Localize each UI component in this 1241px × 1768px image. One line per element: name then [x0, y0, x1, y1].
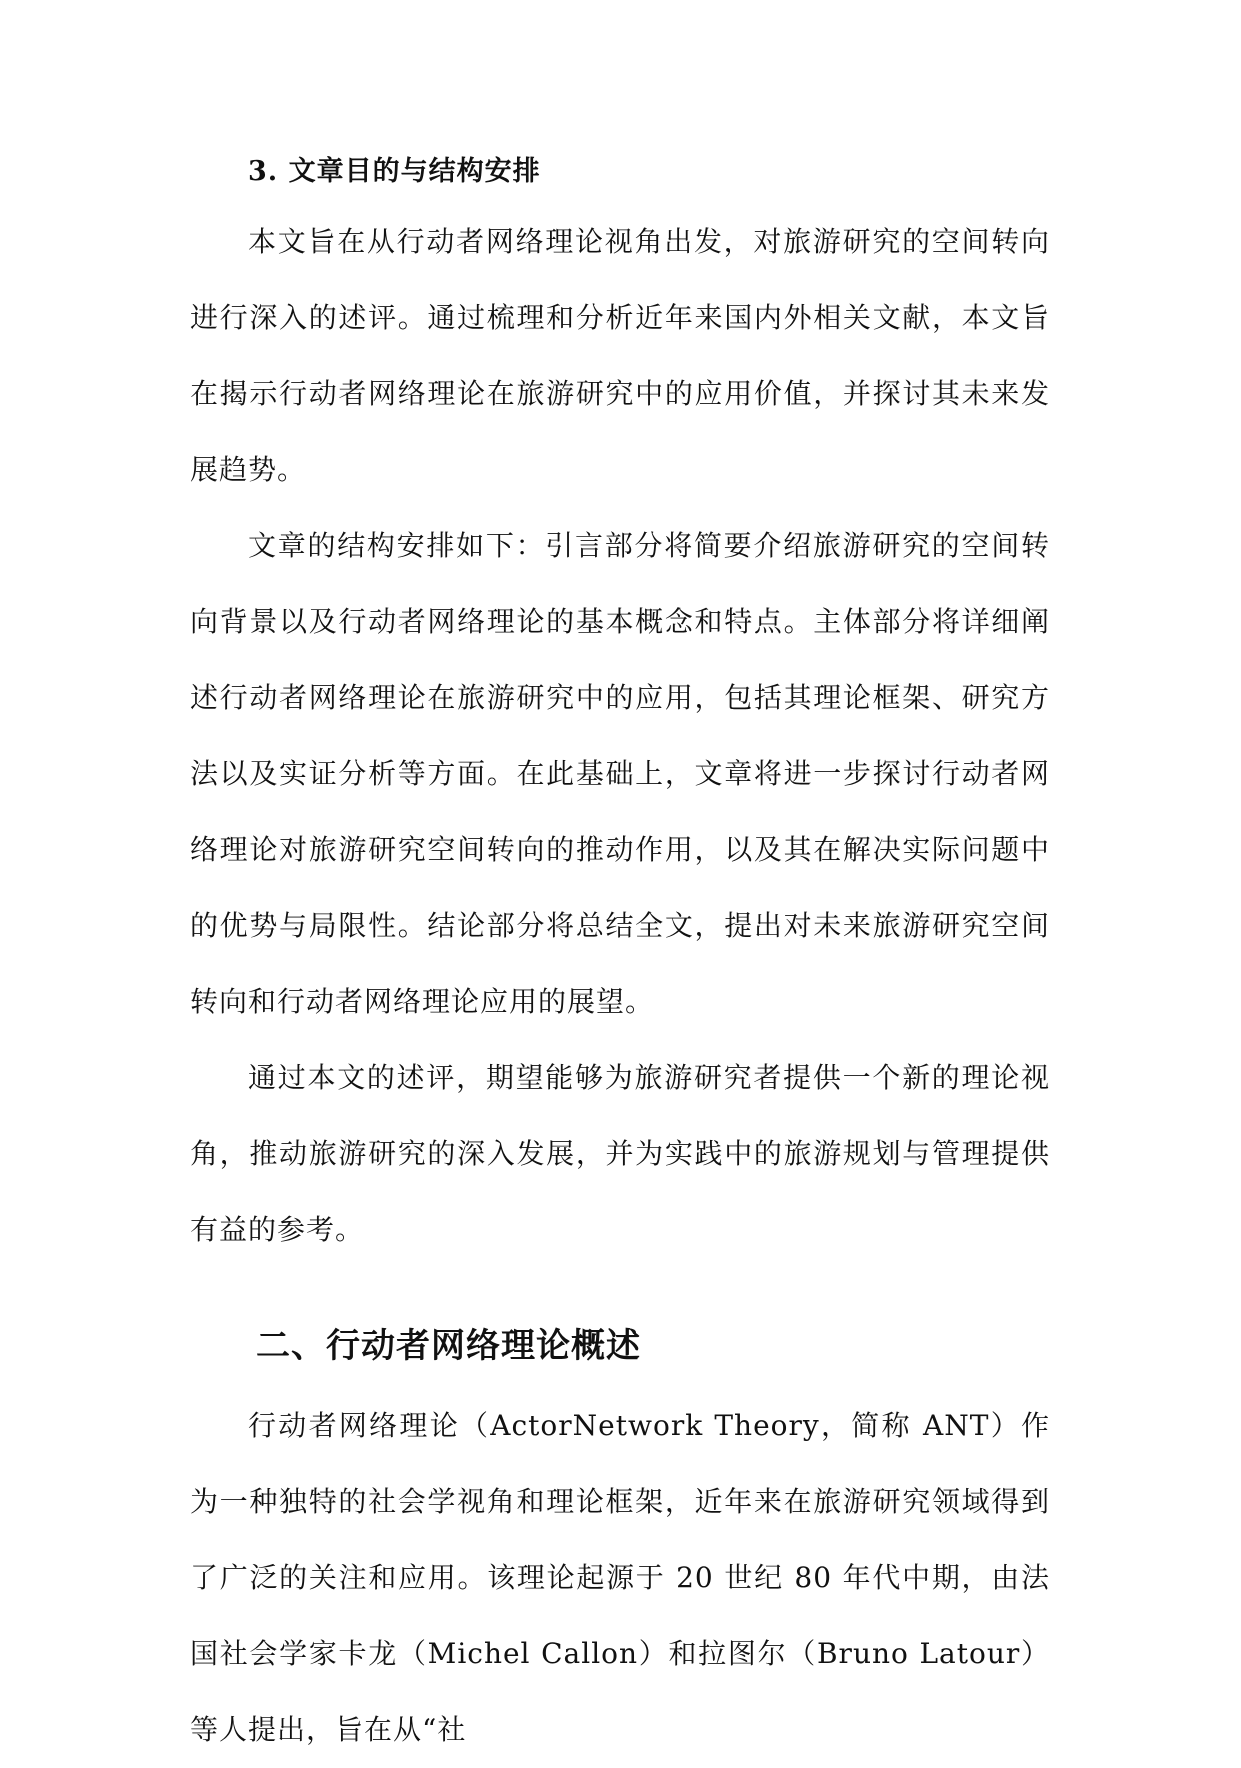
- paragraph-structure: 文章的结构安排如下：引言部分将简要介绍旅游研究的空间转向背景以及行动者网络理论的基本概念和特点。主体部分将详细阐述行动者网络理论在旅游研究中的应用，包括其理论框架、研究方法以及实证分析等方面。在此基础上，文章将进一步探讨行动者网络理论对旅游研究空间转向的推动作用，以及其在解决实际问题中的优势与局限性。结论部分将总结全文，提出对未来旅游研究空间转向和行动者网络理论应用的展望。: [190, 529, 1050, 1018]
- page-content: [190, 140, 1050, 1768]
- section-block: [190, 1310, 1050, 1768]
- subsection-title: 文章目的与结构安排: [288, 156, 541, 187]
- section-heading: 二、行动者网络理论概述: [256, 1326, 641, 1366]
- paragraph-purpose: 本文旨在从行动者网络理论视角出发，对旅游研究的空间转向进行深入的述评。通过梳理和分析近年来国内外相关文献，本文旨在揭示行动者网络理论在旅游研究中的应用价值，并探讨其未来发展趋势。: [190, 225, 1050, 486]
- subsection-heading: [248, 140, 1050, 204]
- paragraph-expectation: 通过本文的述评，期望能够为旅游研究者提供一个新的理论视角，推动旅游研究的深入发展，并为实践中的旅游规划与管理提供有益的参考。: [190, 1061, 1050, 1246]
- paragraph-ant-intro: 行动者网络理论（ActorNetwork Theory，简称 ANT）作为一种独特的社会学视角和理论框架，近年来在旅游研究领域得到了广泛的关注和应用。该理论起源于 20 世纪 80 年代中期，由法国社会学家卡龙（Michel Callon）和拉图尔（Bruno Latour）等人提出，旨在从“社: [190, 1409, 1050, 1746]
- subsection-block: [190, 140, 1050, 1268]
- subsection-number: 3.: [248, 156, 279, 187]
